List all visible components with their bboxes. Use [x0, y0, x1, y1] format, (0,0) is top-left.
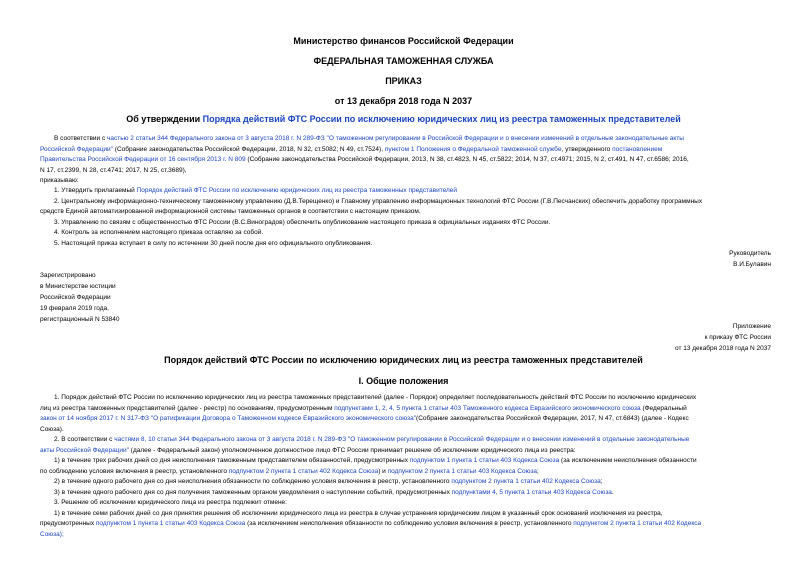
- p1-text: лиц из реестра таможенных представителей (далее - реестр) по основаниям, предусмотренным: [40, 404, 335, 412]
- preamble-text: , утвержденного: [561, 145, 613, 153]
- s3-link[interactable]: подпунктами 4, 5 пункта 1 статьи 403 Кодекса Союза: [451, 488, 612, 496]
- item-5-text: 5. Настоящий приказ вступает в силу по истечении 30 дней после дня его официального опубликования.: [54, 239, 373, 247]
- p3-1-link-cont[interactable]: Союза);: [40, 530, 64, 538]
- s1-link[interactable]: подпунктом 2 пункта 1 статьи 402 Кодекса Союза: [228, 467, 379, 475]
- appendix-label: Приложение: [732, 323, 771, 330]
- item-2-text: 2. Центральному информационно-техническому таможенному управлению (Д.В.Терещенко) и Главному управлению информационных технологий ФТС России (Г.В.Песчанских) обеспечить доработку программных: [54, 197, 703, 205]
- registration-line: регистрационный N 53840: [40, 316, 120, 323]
- doc-title: [0, 114, 807, 124]
- p3-1-text: (за исключением неисполнения обязанности по соблюдению условия включения в реестр, установленного: [245, 520, 574, 527]
- registration-line: 19 февраля 2019 года,: [40, 305, 109, 312]
- item-4-text: 4. Контроль за исполнением настоящего приказа оставляю за собой.: [54, 229, 264, 236]
- doc-title-link[interactable]: Порядка действий ФТС России по исключению юридических лиц из реестра таможенных представителей: [202, 114, 681, 124]
- p3-1-link[interactable]: подпунктом 2 пункта 1 статьи 402 Кодекса: [573, 520, 702, 527]
- s1-link[interactable]: подпунктом 2 пункта 1 статьи 403 Кодекса Союза: [387, 467, 538, 475]
- s1-text: 1) в течение трех рабочих дней со дня неисполнения таможенным представителем обязанностей, предусмотренных: [54, 457, 410, 464]
- s2-link[interactable]: подпунктом 2 пункта 1 статьи 402 Кодекса Союза: [451, 478, 601, 485]
- s1-text: ;: [537, 467, 539, 475]
- p2-text: (далее - Федеральный закон) уполномоченное должностное лицо ФТС России принимает решение об исключении юридического лица из реестра:: [128, 446, 576, 454]
- s1-link[interactable]: подпунктом 1 пункта 1 статьи 403 Кодекса Союза: [409, 457, 560, 464]
- appendix-to: к приказу ФТС России: [704, 334, 771, 341]
- item-2-text-cont: средств Единой автоматизированной информационной системы таможенных органов в соответствии с настоящим приказом.: [40, 208, 421, 215]
- order-items: [40, 186, 770, 249]
- doc-type: ПРИКАЗ: [385, 76, 422, 86]
- p3-1-link[interactable]: подпунктом 1 пункта 1 статьи 403 Кодекса Союза: [95, 520, 246, 527]
- doc-date: от 13 декабря 2018 года N 2037: [334, 96, 473, 106]
- p2-text: 2. В соответствии с: [54, 436, 115, 443]
- item-1-link[interactable]: Порядок действий ФТС России по исключению юридических лиц из реестра таможенных представителей: [136, 187, 458, 194]
- preamble-text: В соответствии с: [54, 135, 108, 142]
- doc-title-prefix: Об утверждении: [126, 114, 203, 124]
- s1-text: по соблюдению условия включения в реестр, установленного: [40, 467, 229, 475]
- p3-1-text: 1) в течение семи рабочих дней со дня принятия решения об исключении юридического лица из реестра в случае устранения юридическим лицом в указанный срок оснований исключения из реестра,: [54, 509, 663, 517]
- p1-link-code[interactable]: подпунктами 1, 2, 4, 5 пункта 1 статьи 403 Таможенного кодекса Евразийского экономического союза: [334, 404, 641, 412]
- service-name: ФЕДЕРАЛЬНАЯ ТАМОЖЕННАЯ СЛУЖБА: [313, 56, 494, 66]
- p1-text: (Федеральный: [640, 404, 687, 412]
- preamble-link-law-cont[interactable]: Российской Федерации": [40, 145, 113, 153]
- appendix-title: Порядок действий ФТС России по исключению юридических лиц из реестра таможенных представителей: [164, 355, 643, 365]
- s3-text: 3) в течение одного рабочего дня со дня получения таможенным органом уведомления о наступлении событий, предусмотренных: [54, 488, 452, 496]
- s2-text: ;: [600, 478, 603, 485]
- s1-text: (за исключением неисполнения обязанности: [559, 457, 697, 464]
- p2-link-law[interactable]: частями 8, 10 статьи 344 Федерального закона от 3 августа 2018 г. N 289-ФЗ "О таможенном регулировании в Российской Федерации и о внесении изменений в отдельные законодательные: [114, 436, 690, 443]
- registration-line: Российской Федерации: [40, 294, 111, 301]
- preamble-text: N 17, ст.2399, N 28, ст.4741; 2017, N 25, ст.3689),: [40, 166, 187, 174]
- s3-text: .: [611, 488, 614, 496]
- preamble-order: приказываю:: [40, 177, 79, 184]
- s2-text: 2) в течение одного рабочего дня со дня неисполнения обязанности по соблюдению условия включения в реестр, установленного: [54, 478, 452, 485]
- signature-name: В.И.Булавин: [733, 261, 771, 268]
- registration-line: в Министерстве юстиции: [40, 283, 116, 290]
- section-heading: I. Общие положения: [358, 376, 449, 386]
- preamble: [40, 134, 770, 187]
- preamble-link-regulation[interactable]: пунктом 1 Положения о Федеральной таможенной службе: [384, 145, 562, 153]
- preamble-link-law[interactable]: частью 2 статьи 344 Федерального закона от 3 августа 2018 г. N 289-ФЗ "О таможенном регулировании в Российской Федерации и о внесении изменений в отдельные законодательные акты: [107, 135, 684, 142]
- item-1-text: 1. Утвердить прилагаемый: [54, 187, 137, 194]
- preamble-link-decree-cont[interactable]: Правительства Российской Федерации от 16 сентября 2013 г. N 809: [40, 156, 246, 163]
- p1-text: Союза).: [40, 425, 64, 433]
- ministry-name: Министерство финансов Российской Федерации: [293, 36, 514, 46]
- appendix-date: от 13 декабря 2018 года N 2037: [674, 345, 771, 352]
- item-3-text: 3. Управлению по связям с общественностью ФТС России (В.С.Виноградов) обеспечить опубликование настоящего приказа в официальных изданиях ФТС России.: [54, 218, 551, 226]
- preamble-text: (Собрание законодательства Российской Федерации, 2013, N 38, ст.4823, N 45, ст.5822; 2014, N 37, ст.4971; 2015, N 2, ст.491, N 47, ст.6586; 2016,: [245, 156, 689, 163]
- s1-text: ) и: [378, 467, 388, 475]
- procedure-body: [40, 393, 770, 540]
- p1-text: 1. Порядок действий ФТС России по исключению юридических лиц из реестра таможенных представителей (далее - Порядок) определяет последовательность действий ФТС России по исключению юридических: [54, 394, 697, 401]
- p1-link-law[interactable]: закон от 14 ноября 2017 г. N 317-ФЗ "О ратификации Договора о Таможенном кодексе Евразийского экономического союза": [40, 415, 417, 422]
- registration-line: Зарегистрировано: [40, 272, 96, 279]
- p3-text: 3. Решение об исключении юридического лица из реестра подлежит отмене:: [54, 499, 287, 506]
- preamble-link-decree[interactable]: постановлением: [612, 145, 663, 153]
- p1-text: (Собрание законодательства Российской Федерации, 2017, N 47, ст.6843) (далее - Кодекс: [416, 415, 689, 422]
- p3-1-text: предусмотренных: [40, 520, 96, 527]
- preamble-text: (Собрание законодательства Российской Федерации, 2018, N 32, ст.5082; N 49, ст.7524),: [113, 145, 385, 153]
- signature-role: Руководитель: [729, 250, 771, 257]
- p2-link-law-cont[interactable]: акты Российской Федерации": [40, 446, 129, 454]
